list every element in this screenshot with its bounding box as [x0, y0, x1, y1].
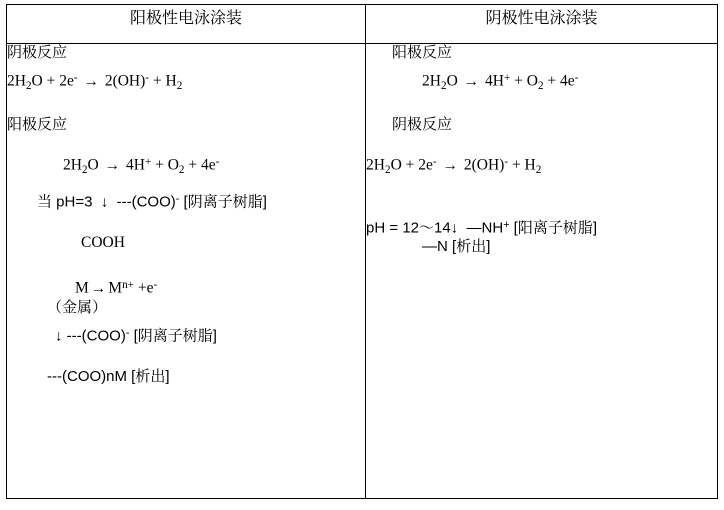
left-label-anode-reaction: 阳极反应	[7, 115, 68, 133]
header-cell-cathodic: 阴极性电泳涂装	[366, 5, 718, 44]
left-reaction-anode: $2H_2O \to 4H^+ + O_2 + 4e^-$	[63, 155, 220, 176]
comparison-page	[0, 4, 724, 510]
electrodeposition-comparison-table	[6, 4, 718, 499]
cell-cathodic-content	[366, 44, 718, 499]
spacer	[7, 346, 365, 368]
spacer	[366, 134, 717, 156]
right-label-cathode-reaction: 阴极反应	[392, 115, 453, 133]
spacer	[366, 94, 717, 116]
spacer	[7, 62, 365, 72]
left-metal-reaction: $M \to M^{n+} +e^-$	[75, 279, 158, 297]
cell-anodic-content	[7, 44, 366, 499]
left-resin-line: ↓ ---(COO)- [阴离子树脂]	[55, 326, 217, 345]
right-reaction-anode: $2H_2O \to 4H^+ + O_2 + 4e^-$	[422, 72, 579, 93]
left-metal-label: （金属）	[47, 298, 108, 316]
right-ph-line: pH = 12～14↓ —NH+ [阳离子树脂]	[366, 219, 598, 237]
left-deposit-line: ---(COO)nM [析出]	[47, 367, 170, 385]
spacer	[366, 203, 717, 219]
spacer	[7, 177, 365, 193]
table-body-row	[7, 44, 718, 499]
spacer	[7, 134, 365, 156]
left-ph-line: 当 pH=3 ↓ ---(COO)- [阴离子树脂]	[37, 193, 267, 211]
spacer	[366, 62, 717, 72]
spacer	[366, 177, 717, 203]
header-cell-anodic: 阳极性电泳涂装	[7, 5, 366, 44]
left-cooh: COOH	[81, 234, 125, 252]
table-header-row	[7, 5, 718, 44]
right-deposit-line: —N [析出]	[422, 238, 491, 256]
spacer	[7, 212, 365, 234]
right-label-anode-reaction: 阳极反应	[392, 44, 453, 61]
spacer	[7, 317, 365, 327]
spacer	[7, 94, 365, 116]
spacer	[7, 253, 365, 279]
left-reaction-cathode: $2H_2O + 2e^- \to 2(OH)^- + H_2$	[7, 72, 183, 93]
left-label-cathode-reaction: 阴极反应	[7, 44, 68, 61]
right-reaction-cathode: $2H_2O + 2e^- \to 2(OH)^- + H_2$	[366, 155, 542, 176]
